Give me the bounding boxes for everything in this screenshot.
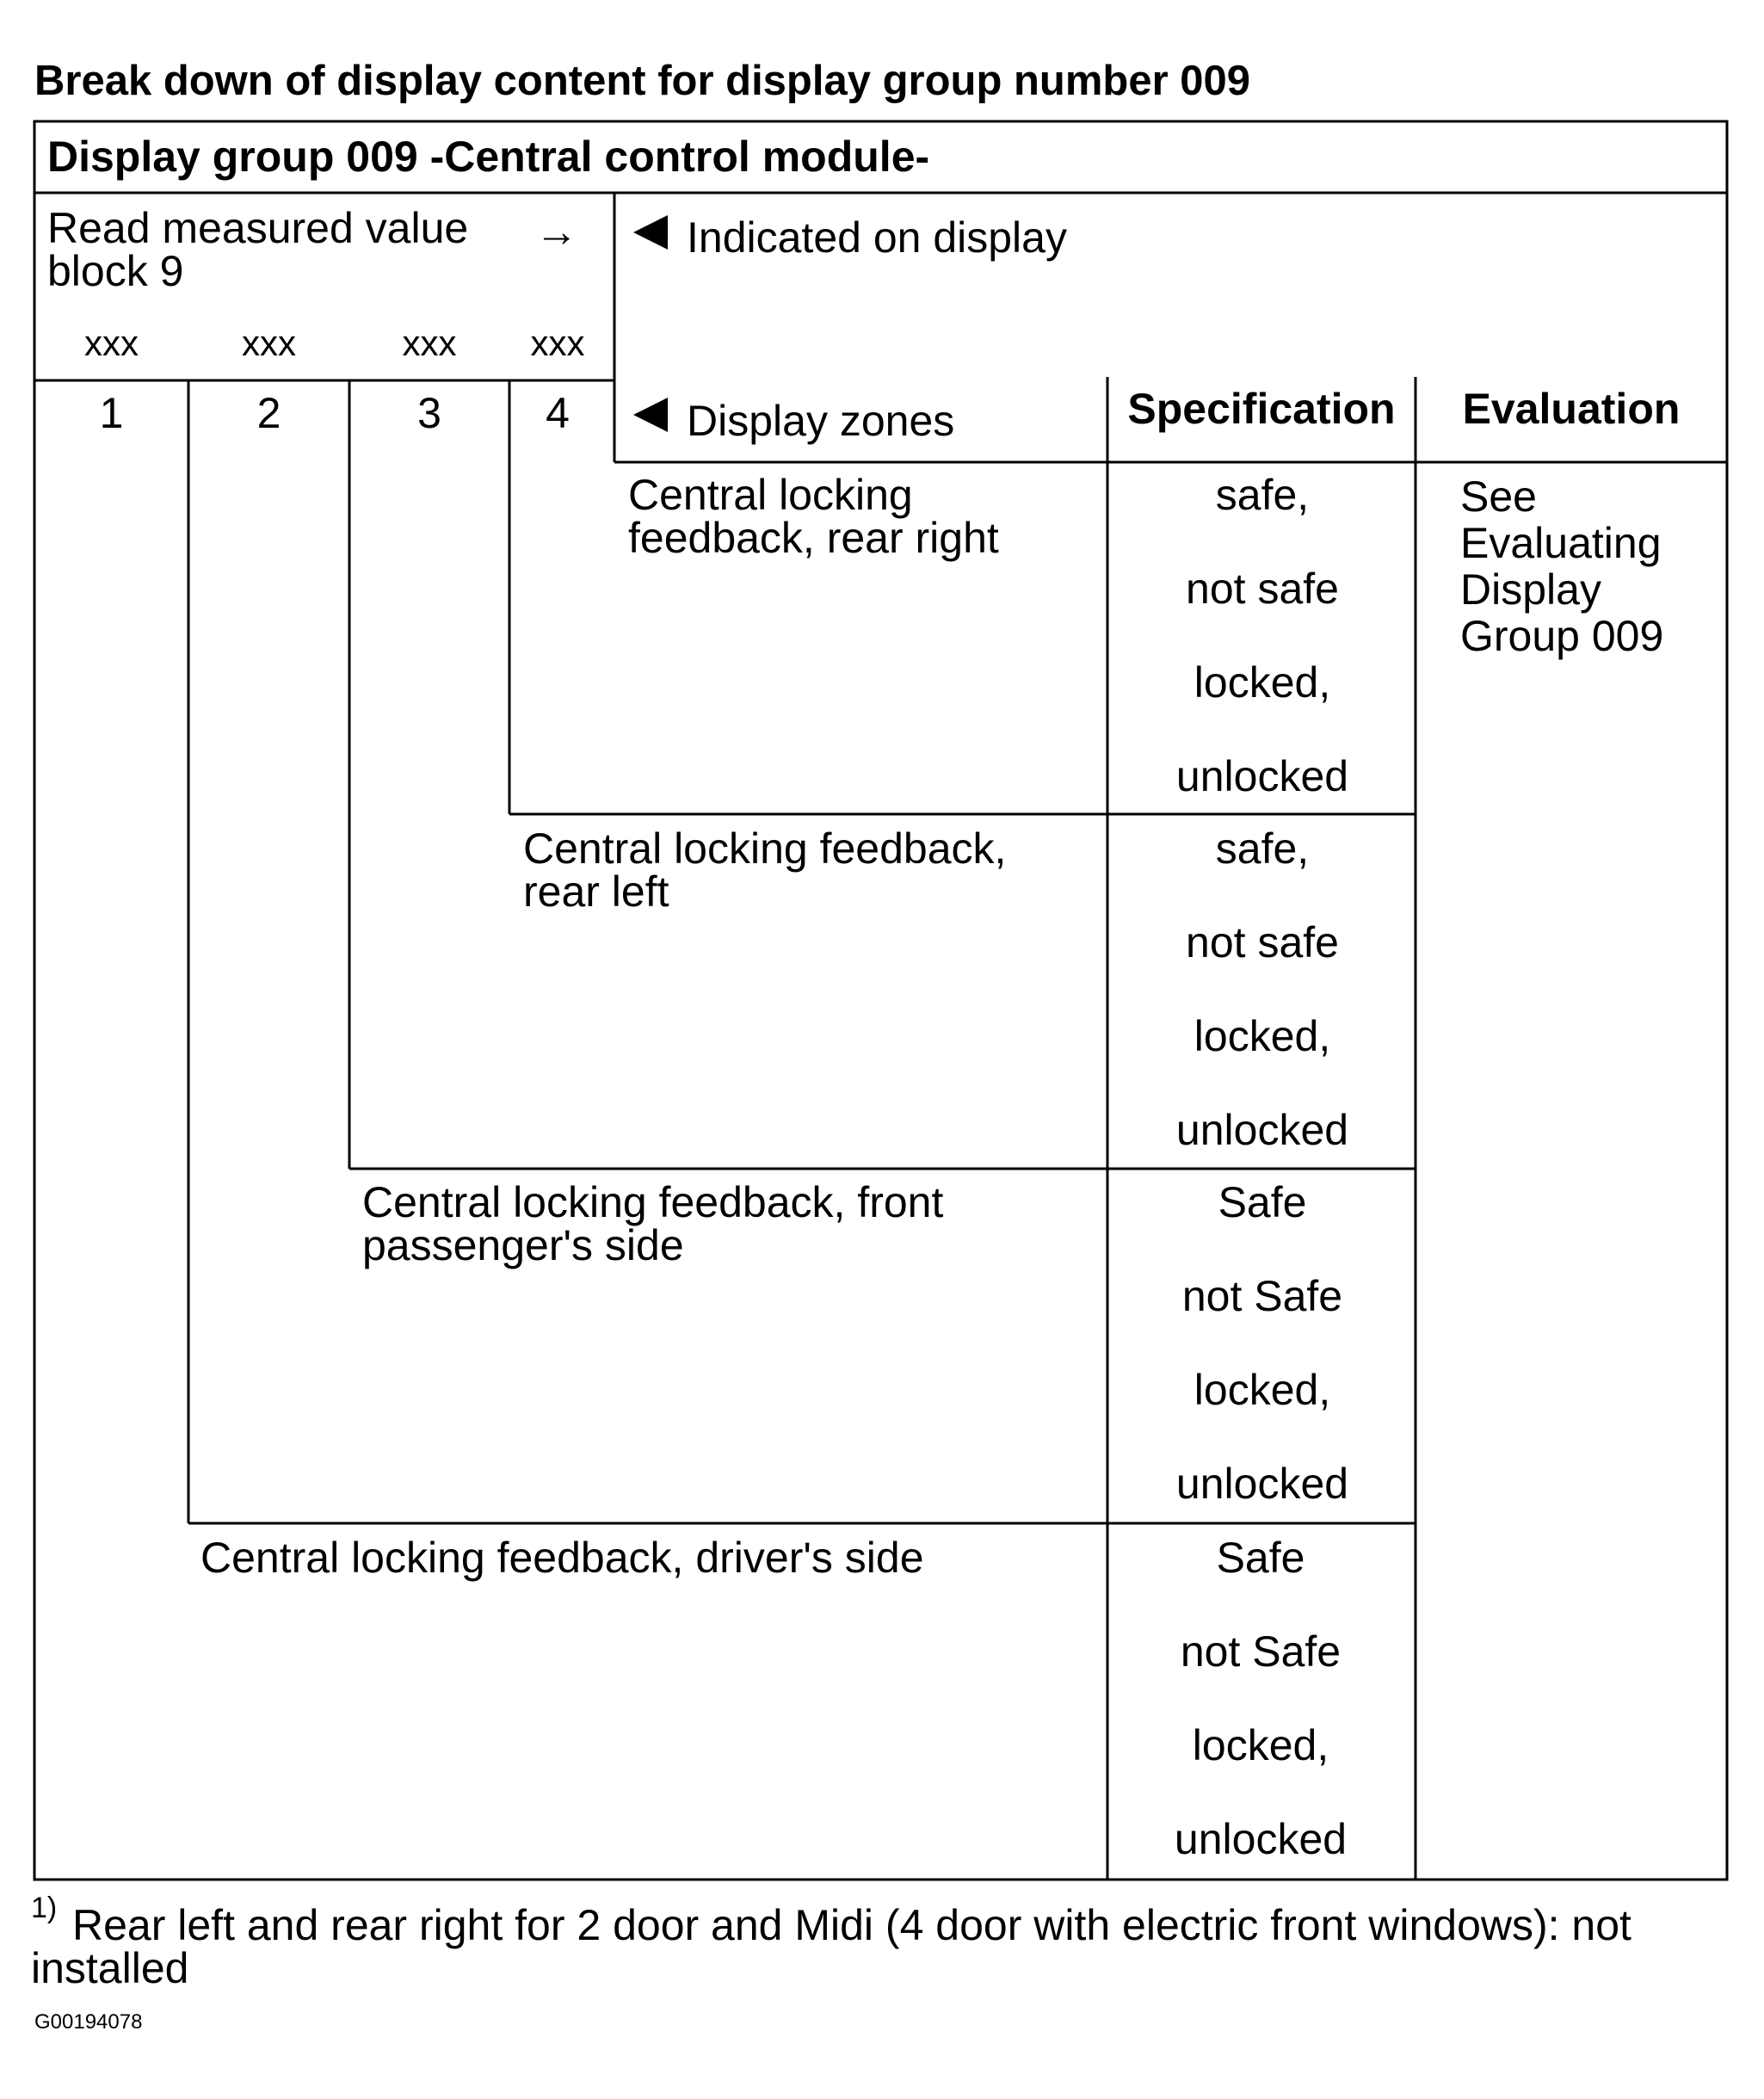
display-zones-label: Display zones <box>687 397 955 445</box>
footnote-marker: 1) <box>31 1892 58 1924</box>
group-header: Display group 009 -Central control module- <box>47 133 930 181</box>
xxx-zone-2: xxx <box>242 323 296 363</box>
page-title: Break down of display content for display group number 009 <box>34 58 1251 104</box>
spec-value: not safe <box>1186 565 1339 613</box>
spec-value: locked, <box>1193 658 1331 707</box>
row-description-rear-right: Central locking feedback, rear right <box>628 471 999 562</box>
spec-value: unlocked <box>1175 752 1349 800</box>
spec-value: unlocked <box>1174 1815 1348 1863</box>
spec-value: not Safe <box>1181 1272 1343 1320</box>
spec-value: locked, <box>1193 1366 1331 1414</box>
spec-value: unlocked <box>1175 1106 1349 1154</box>
spec-value: locked, <box>1192 1721 1329 1769</box>
row-description-driver-side: Central locking feedback, driver's side <box>200 1534 924 1582</box>
left-triangle-icon <box>633 398 669 432</box>
zone-number-3: 3 <box>417 389 441 437</box>
xxx-zone-4: xxx <box>530 323 585 363</box>
xxx-zone-1: xxx <box>84 323 139 363</box>
spec-value: Safe <box>1216 1534 1305 1582</box>
row-description-front-passenger: Central locking feedback, front passenger's side <box>362 1178 944 1269</box>
zone-number-2: 2 <box>256 389 281 437</box>
evaluation-header: Evaluation <box>1462 385 1681 433</box>
spec-value: safe, <box>1215 471 1310 519</box>
zone-number-4: 4 <box>546 389 570 437</box>
read-measured-value-label: Read measured value block 9 <box>47 204 469 295</box>
spec-value: not Safe <box>1180 1627 1342 1676</box>
spec-value: safe, <box>1215 824 1310 873</box>
indicated-on-display-label: Indicated on display <box>687 213 1067 262</box>
zone-number-1: 1 <box>99 389 124 437</box>
spec-value: locked, <box>1193 1012 1331 1060</box>
spec-value: unlocked <box>1175 1460 1349 1508</box>
figure-code: G00194078 <box>34 2010 143 2034</box>
spec-value: Safe <box>1218 1178 1307 1226</box>
xxx-zone-3: xxx <box>402 323 457 363</box>
row-description-rear-left: Central locking feedback, rear left <box>523 824 1007 916</box>
left-triangle-icon <box>633 215 669 250</box>
footnote-text: Rear left and rear right for 2 door and Midi (4 door with electric front windows): not installed <box>31 1901 1631 1992</box>
spec-value: not safe <box>1186 918 1339 966</box>
right-arrow-icon: → <box>535 207 578 256</box>
evaluation-text: See Evaluating Display Group 009 <box>1460 472 1664 660</box>
specification-header: Specification <box>1127 385 1396 433</box>
